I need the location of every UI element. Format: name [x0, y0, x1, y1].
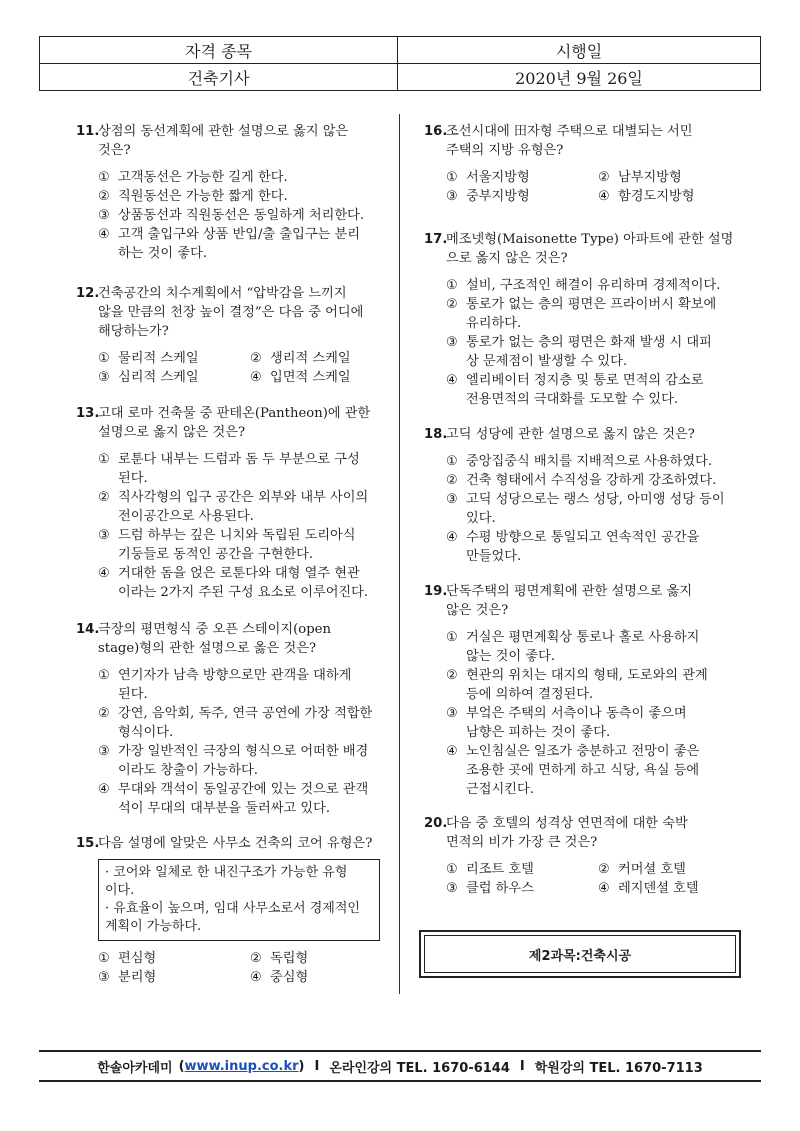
header-date-value: 2020년 9월 26일: [398, 64, 761, 91]
option[interactable]: ① 연기자가 남측 방향으로만 관객을 대하게 된다.: [98, 668, 352, 702]
option[interactable]: ① 서울지방형: [446, 170, 530, 185]
option[interactable]: ③ 상품동선과 직원동선은 동일하게 처리한다.: [98, 208, 365, 223]
header-category-value: 건축기사: [40, 64, 398, 91]
options-list: [98, 349, 388, 387]
footer-offline-phone: 학원강의 TEL. 1670-7113: [534, 1060, 703, 1076]
question-number: 19.: [424, 584, 448, 599]
question-16: [424, 122, 746, 206]
options-list: [98, 949, 394, 987]
option[interactable]: ④ 함경도지방형: [598, 189, 695, 204]
question-text: 메조넷형(Maisonette Type) 아파트에 관한 설명 으로 옳지 않은 것은?: [446, 232, 734, 266]
question-text: 극장의 평면형식 중 오픈 스테이지(open stage)형의 관한 설명으로 옳은 것은?: [98, 622, 331, 656]
question-text: 상점의 동선계획에 관한 설명으로 옳지 않은 것은?: [98, 124, 349, 158]
option[interactable]: ③ 드럼 하부는 깊은 니치와 독립된 도리아식 기둥들로 동적인 공간을 구현한다.: [98, 528, 356, 562]
options-list: [98, 666, 388, 818]
footer-org: 한솔아카데미: [97, 1060, 173, 1076]
question-number: 17.: [424, 232, 448, 247]
footer-website-link[interactable]: www.inup.co.kr: [184, 1058, 299, 1074]
option[interactable]: ② 건축 형태에서 수직성을 강하게 강조하였다.: [446, 473, 717, 488]
header-category-label: 자격 종목: [40, 37, 398, 64]
question-11: [76, 122, 388, 263]
exam-header-table: [39, 36, 761, 91]
option[interactable]: ② 통로가 없는 층의 평면은 프라이버시 확보에 유리하다.: [446, 297, 717, 331]
option[interactable]: ① 물리적 스케일: [98, 351, 199, 366]
question-18: [424, 425, 746, 566]
question-text: 조선시대에 田자형 주택으로 대별되는 서민 주택의 지방 유형은?: [446, 124, 693, 158]
option[interactable]: ④ 고객 출입구와 상품 반입/출 출입구는 분리 하는 것이 좋다.: [98, 227, 360, 261]
option[interactable]: ③ 심리적 스케일: [98, 370, 199, 385]
question-number: 12.: [76, 286, 100, 301]
question-number: 16.: [424, 124, 448, 139]
question-text: 건축공간의 치수계획에서 “압박감을 느끼지 않을 만큼의 천장 높이 결정”은 다음 중 어디에 해당하는가?: [98, 286, 364, 339]
column-divider: [399, 114, 400, 994]
option[interactable]: ② 독립형: [250, 951, 309, 966]
question-number: 18.: [424, 427, 448, 442]
question-number: 20.: [424, 816, 448, 831]
question-text: 고대 로마 건축물 중 판테온(Pantheon)에 관한 설명으로 옳지 않은 것은?: [98, 406, 371, 440]
question-text: 다음 중 호텔의 성격상 연면적에 대한 숙박 면적의 비가 가장 큰 것은?: [446, 816, 688, 850]
options-list: [446, 860, 746, 898]
question-number: 15.: [76, 836, 100, 851]
question-text: 고딕 성당에 관한 설명으로 옳지 않은 것은?: [446, 427, 695, 442]
option[interactable]: ④ 레지덴셜 호텔: [598, 881, 699, 896]
option[interactable]: ① 편심형: [98, 951, 157, 966]
option[interactable]: ① 고객동선은 가능한 길게 한다.: [98, 170, 288, 185]
option[interactable]: ② 커머셜 호텔: [598, 862, 686, 877]
option[interactable]: ④ 무대와 객석이 동일공간에 있는 것으로 관객 석이 무대의 대부분을 둘러싸고 있다.: [98, 782, 369, 816]
option[interactable]: ① 로툰다 내부는 드럼과 돔 두 부분으로 구성 된다.: [98, 452, 360, 486]
question-15: [76, 834, 394, 987]
option[interactable]: ② 현관의 위치는 대지의 형태, 도로와의 관계 등에 의하여 결정된다.: [446, 668, 708, 702]
question-info-box: [98, 859, 380, 941]
info-box-line: · 유효율이 높으며, 임대 사무소로서 경제적인 계획이 가능하다.: [105, 901, 360, 934]
option[interactable]: ③ 부엌은 주택의 서측이나 동측이 좋으며 남향은 피하는 것이 좋다.: [446, 706, 687, 740]
option[interactable]: ③ 분리형: [98, 970, 157, 985]
option[interactable]: ② 생리적 스케일: [250, 351, 351, 366]
question-number: 14.: [76, 622, 100, 637]
option[interactable]: ① 거실은 평면계획상 통로나 홀로 사용하지 않는 것이 좋다.: [446, 630, 700, 664]
option[interactable]: ③ 중부지방형: [446, 189, 530, 204]
option[interactable]: ④ 노인침실은 일조가 충분하고 전망이 좋은 조용한 곳에 면하게 하고 식당, 욕실 등에 근접시킨다.: [446, 744, 700, 797]
option[interactable]: ② 남부지방형: [598, 170, 682, 185]
question-number: 11.: [76, 124, 100, 139]
question-17: [424, 230, 746, 409]
question-19: [424, 582, 746, 799]
option[interactable]: ③ 클럽 하우스: [446, 881, 534, 896]
option[interactable]: ③ 통로가 없는 층의 평면은 화재 발생 시 대피 상 문제점이 발생할 수 있다.: [446, 335, 712, 369]
option[interactable]: ④ 거대한 돔을 얹은 로툰다와 대형 열주 현관 이라는 2가지 주된 구성 요소로 이루어진다.: [98, 566, 369, 600]
footer: 한솔아카데미 ( www.inup.co.kr ) I 온라인강의 TEL. 1670-6144 I 학원강의 TEL. 1670-7113: [39, 1050, 761, 1082]
option[interactable]: ④ 입면적 스케일: [250, 370, 351, 385]
question-14: [76, 620, 388, 818]
question-13: [76, 404, 388, 602]
subject-heading-box: [419, 930, 741, 978]
info-box-line: · 코어와 일체로 한 내진구조가 가능한 유형 이다.: [105, 865, 348, 898]
question-text: 다음 설명에 알맞은 사무소 건축의 코어 유형은?: [98, 836, 373, 851]
options-list: [446, 452, 746, 566]
option[interactable]: ③ 가장 일반적인 극장의 형식으로 어떠한 배경 이라도 창출이 가능하다.: [98, 744, 369, 778]
option[interactable]: ④ 엘리베이터 정지층 및 통로 면적의 감소로 전용면적의 극대화를 도모할 수 있다.: [446, 373, 704, 407]
option[interactable]: ③ 고딕 성당으로는 랭스 성당, 아미앵 성당 등이 있다.: [446, 492, 725, 526]
option[interactable]: ① 리조트 호텔: [446, 862, 534, 877]
question-number: 13.: [76, 406, 100, 421]
option[interactable]: ① 중앙집중식 배치를 지배적으로 사용하였다.: [446, 454, 713, 469]
option[interactable]: ② 직사각형의 입구 공간은 외부와 내부 사이의 전이공간으로 사용된다.: [98, 490, 369, 524]
option[interactable]: ④ 중심형: [250, 970, 309, 985]
options-list: [446, 276, 746, 409]
option[interactable]: ④ 수평 방향으로 통일되고 연속적인 공간을 만들었다.: [446, 530, 700, 564]
options-list: [446, 628, 746, 799]
subject-heading: 제2과목:건축시공: [424, 935, 736, 973]
footer-divider: I: [314, 1058, 320, 1074]
question-12: [76, 284, 388, 387]
options-list: [98, 450, 388, 602]
footer-online-phone: 온라인강의 TEL. 1670-6144: [329, 1060, 510, 1076]
header-date-label: 시행일: [398, 37, 761, 64]
option[interactable]: ② 강연, 음악회, 독주, 연극 공연에 가장 적합한 형식이다.: [98, 706, 373, 740]
option[interactable]: ① 설비, 구조적인 해결이 유리하며 경제적이다.: [446, 278, 721, 293]
question-text: 단독주택의 평면계획에 관한 설명으로 옳지 않은 것은?: [446, 584, 693, 618]
options-list: [98, 168, 388, 263]
question-20: [424, 814, 746, 898]
options-list: [446, 168, 746, 206]
option[interactable]: ② 직원동선은 가능한 짧게 한다.: [98, 189, 288, 204]
footer-divider: I: [519, 1058, 525, 1074]
